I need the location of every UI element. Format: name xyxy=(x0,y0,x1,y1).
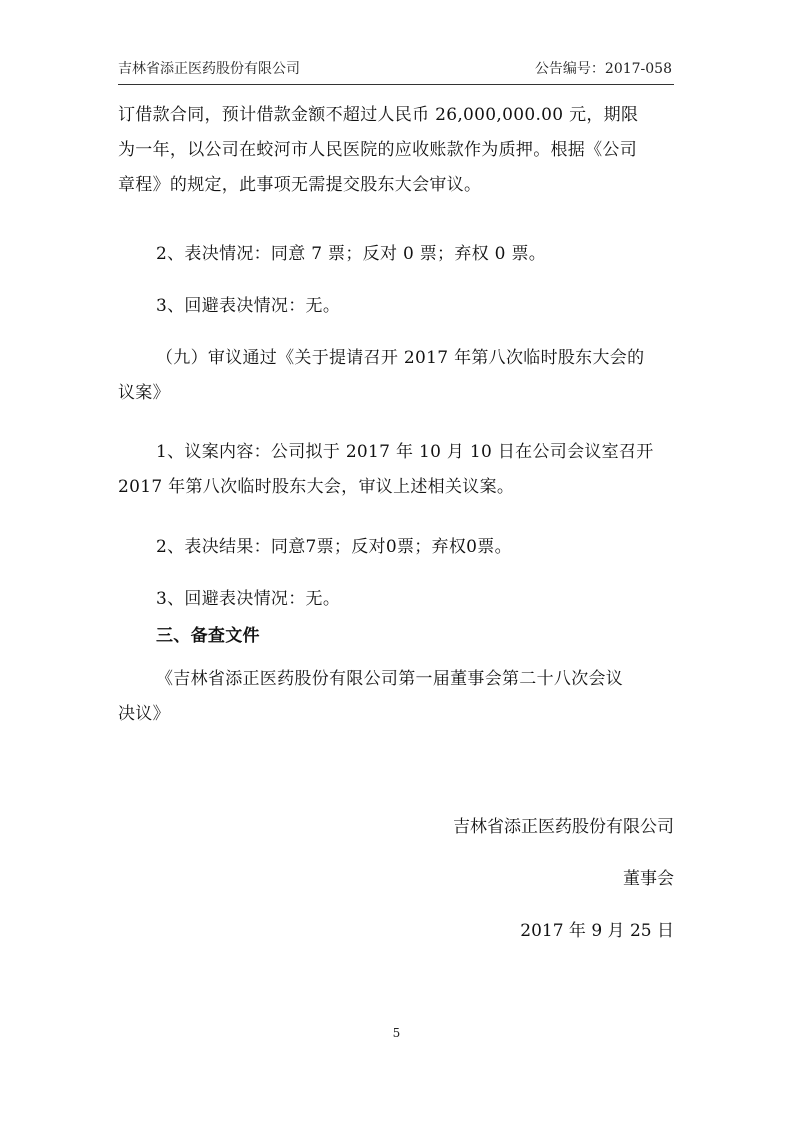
item-9-content-line-1: 1、议案内容：公司拟于 2017 年 10 月 10 日在公司会议室召开 xyxy=(156,442,654,462)
item-9-title xyxy=(118,341,674,411)
page-number: 5 xyxy=(392,1026,401,1040)
vote-result-9-text: 2、表决结果：同意7票；反对0票；弃权0票。 xyxy=(156,537,512,557)
signature-company: 吉林省添正医药股份有限公司 xyxy=(453,817,674,837)
vote-result-9 xyxy=(118,530,674,565)
avoid-vote-9-text: 3、回避表决情况：无。 xyxy=(156,589,341,609)
avoid-vote-8-text: 3、回避表决情况：无。 xyxy=(156,296,341,316)
signature-date: 2017 年 9 月 25 日 xyxy=(520,921,674,941)
item-9-title-line-2: 议案》 xyxy=(118,383,170,403)
avoid-vote-8 xyxy=(118,289,674,324)
paragraph-loan-line-3: 章程》的规定，此事项无需提交股东大会审议。 xyxy=(118,175,482,195)
item-9-content xyxy=(118,435,674,505)
item-9-title-line-1: （九）审议通过《关于提请召开 2017 年第八次临时股东大会的 xyxy=(156,348,645,368)
signature-board: 董事会 xyxy=(623,869,674,889)
page-header xyxy=(118,58,674,85)
avoid-vote-9 xyxy=(118,582,674,617)
document-body xyxy=(118,98,674,203)
item-9-content-line-2: 2017 年第八次临时股东大会，审议上述相关议案。 xyxy=(118,477,515,497)
vote-result-8-text: 2、表决情况：同意 7 票；反对 0 票；弃权 0 票。 xyxy=(156,244,547,264)
section-3-title: 三、备查文件 xyxy=(156,626,260,646)
header-notice-number: 公告编号：2017-058 xyxy=(534,61,672,77)
section-3 xyxy=(118,619,674,654)
header-company-name: 吉林省添正医药股份有限公司 xyxy=(118,61,300,77)
paragraph-loan-line-1: 订借款合同，预计借款金额不超过人民币 26,000,000.00 元，期限 xyxy=(118,105,639,125)
reference-document-line-1: 《吉林省添正医药股份有限公司第一届董事会第二十八次会议 xyxy=(156,669,624,689)
reference-document-line-2: 决议》 xyxy=(118,704,170,724)
reference-document xyxy=(118,662,674,732)
vote-result-8 xyxy=(118,237,674,272)
paragraph-loan-line-2: 为一年，以公司在蛟河市人民医院的应收账款作为质押。根据《公司 xyxy=(118,140,637,160)
